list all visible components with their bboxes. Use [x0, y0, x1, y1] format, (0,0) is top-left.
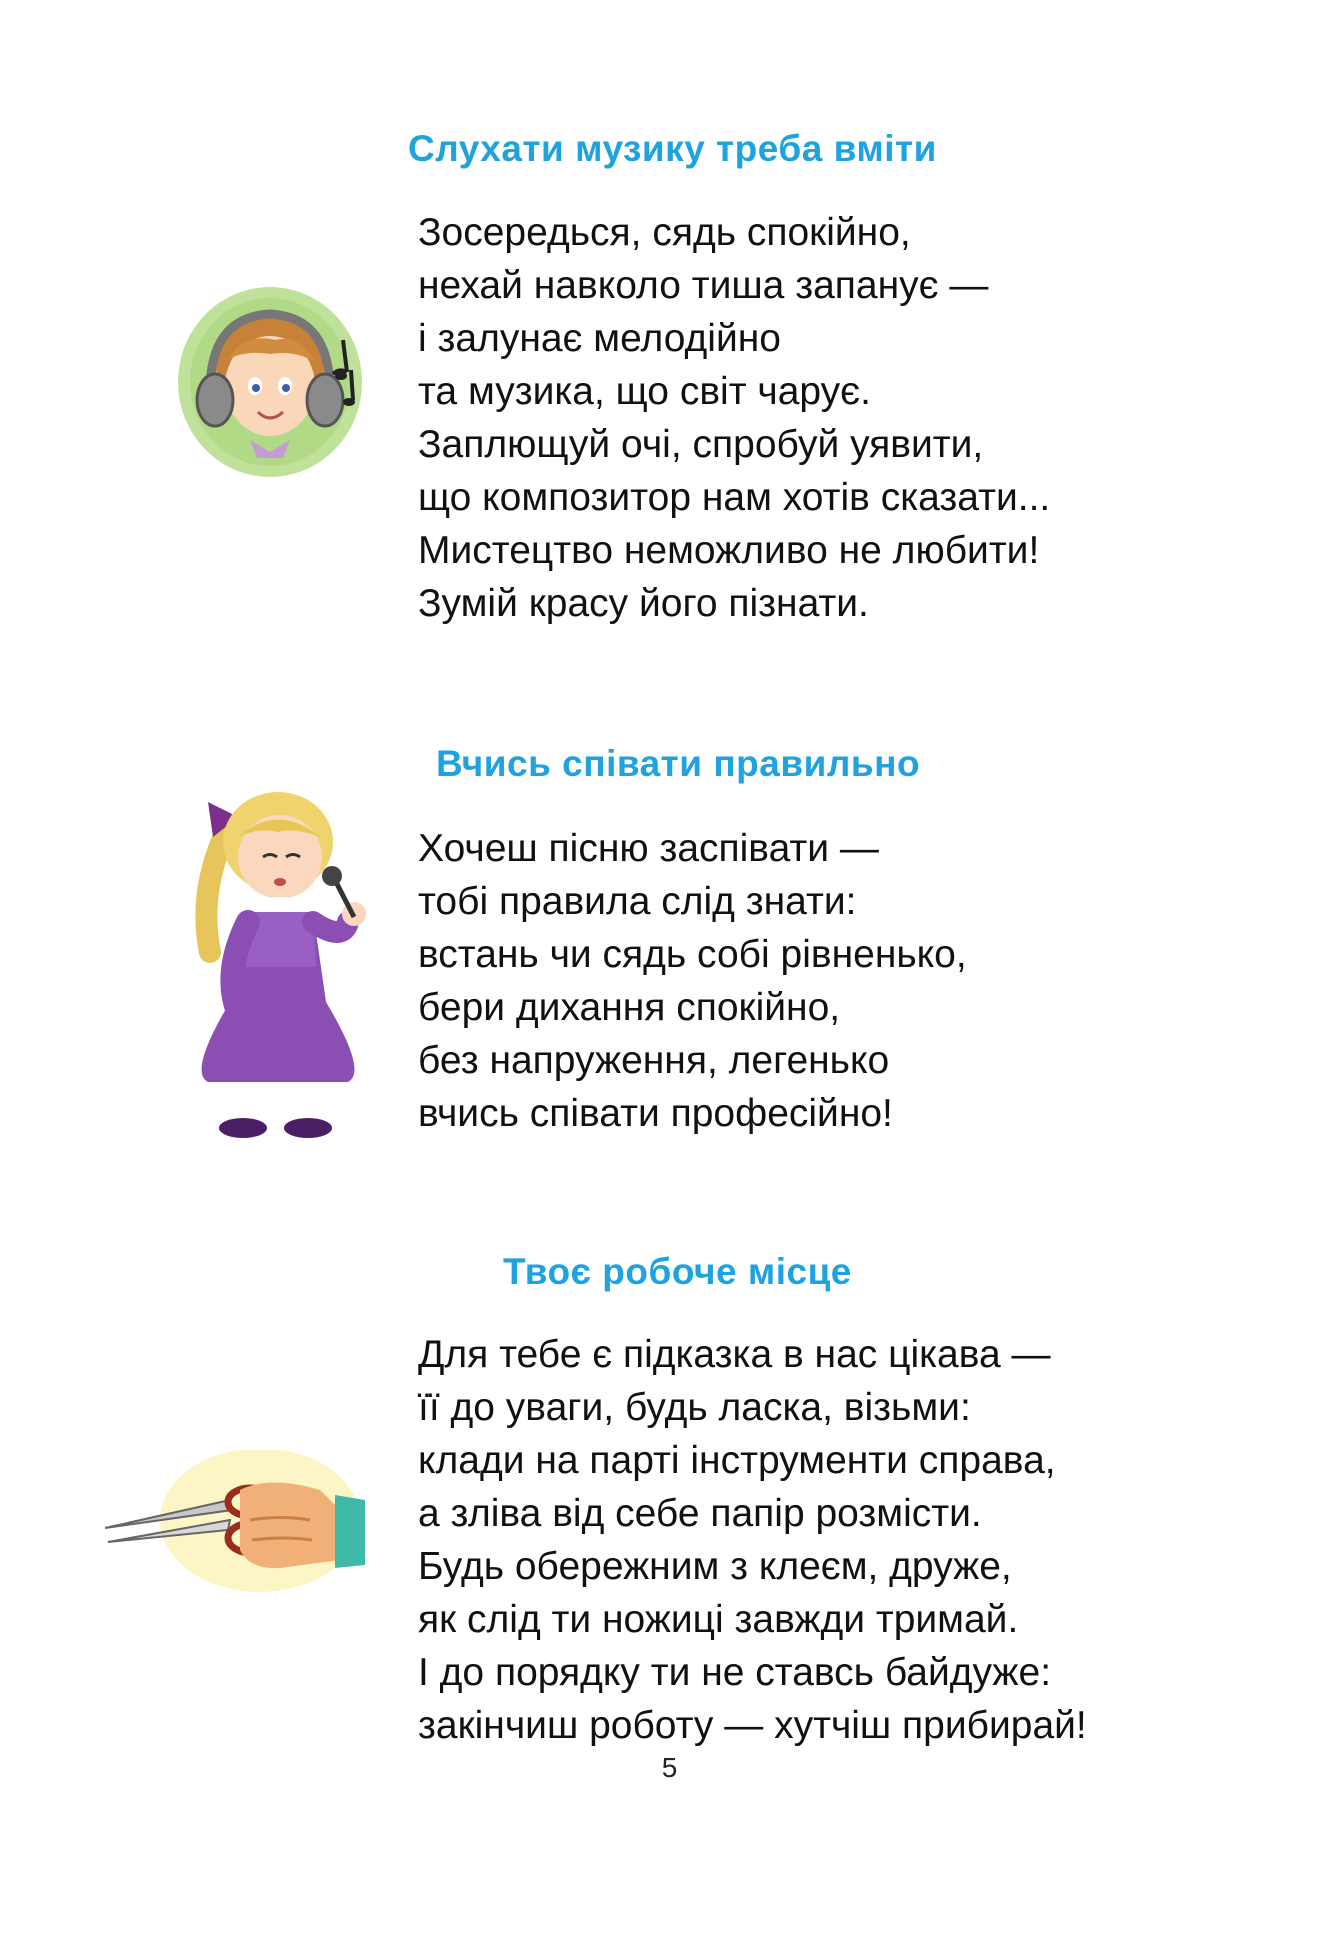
poem-line: і залунає мелодійно: [418, 317, 781, 360]
poem-line: що композитор нам хотів сказати...: [418, 476, 1051, 519]
poem-line: Зосередься, сядь спокійно,: [418, 211, 911, 254]
poem-line: І до порядку ти не ставсь байдуже:: [418, 1651, 1052, 1694]
poem-line: тобі правила слід знати:: [418, 880, 857, 923]
poem-line: вчись співати професійно!: [418, 1092, 893, 1135]
poem-line: а зліва від себе папір розмісти.: [418, 1492, 982, 1535]
poem-line: бери дихання спокійно,: [418, 986, 841, 1029]
section-1-poem: [418, 206, 1050, 630]
poem-line: закінчиш роботу — хутчіш прибирай!: [418, 1704, 1087, 1747]
poem-line: її до уваги, будь ласка, візьми:: [418, 1386, 971, 1429]
poem-line: Будь обережним з клеєм, друже,: [418, 1545, 1012, 1588]
poem-line: як слід ти ножиці завжди тримай.: [418, 1598, 1019, 1641]
poem-line: Для тебе є підказка в нас цікава —: [418, 1333, 1051, 1376]
poem-line: без напруження, легенько: [418, 1039, 890, 1082]
hand-holding-scissors-illustration: [100, 1450, 370, 1600]
poem-line: Зумій красу його пізнати.: [418, 582, 869, 625]
poem-line: Хочеш пісню заспівати —: [418, 827, 879, 870]
section-3-title: Твоє робоче місце: [503, 1251, 852, 1292]
boy-with-headphones-illustration: [165, 282, 365, 482]
poem-line: Заплющуй очі, спробуй уявити,: [418, 423, 984, 466]
poem-line: встань чи сядь собі рівненько,: [418, 933, 967, 976]
poem-line: та музика, що світ чарує.: [418, 370, 871, 413]
poem-line: клади на парті інструменти справа,: [418, 1439, 1056, 1482]
section-3-poem: [418, 1328, 1087, 1752]
girl-with-microphone-illustration: [168, 772, 398, 1147]
section-2-poem: [418, 822, 967, 1140]
poem-line: Мистецтво неможливо не любити!: [418, 529, 1040, 572]
page-number: 5: [661, 1752, 678, 1783]
poem-line: нехай навколо тиша запанує —: [418, 264, 989, 307]
section-1-title: Слухати музику треба вміти: [408, 128, 937, 169]
section-2-title: Вчись співати правильно: [436, 743, 921, 784]
